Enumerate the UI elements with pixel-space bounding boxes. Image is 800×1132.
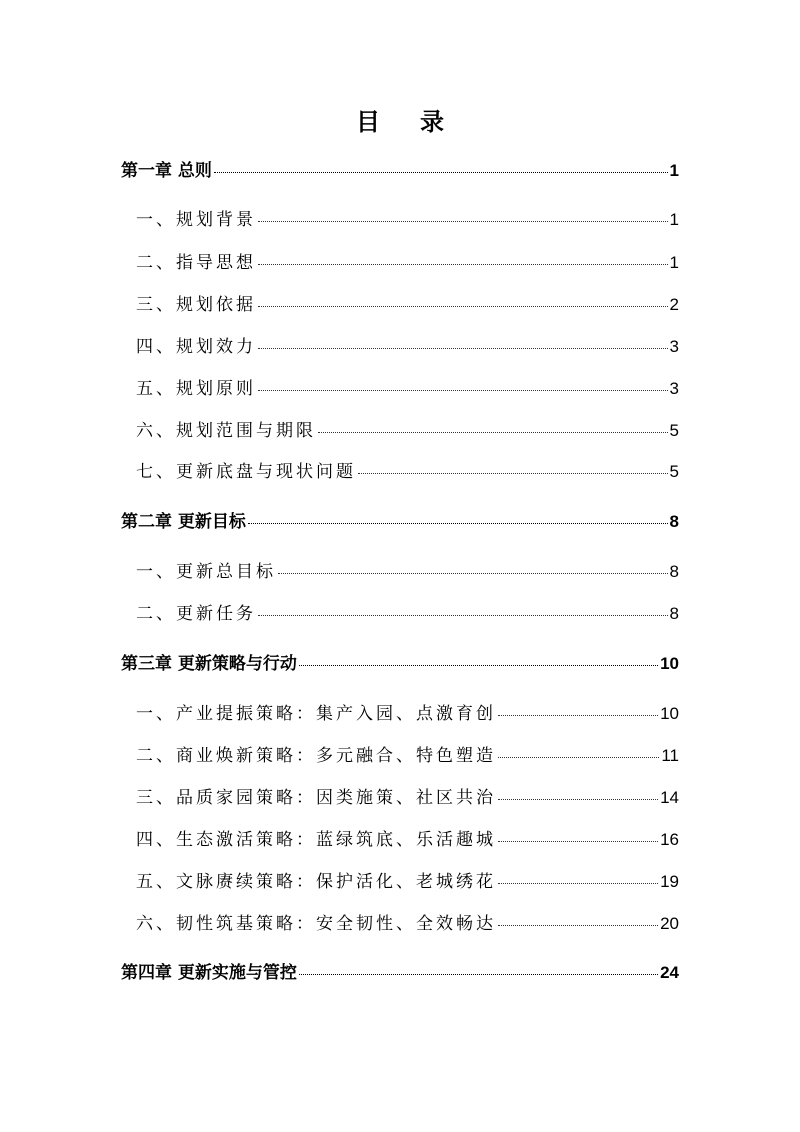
toc-entry-page: 5 [669, 421, 679, 440]
toc-entry-section[interactable] [136, 783, 679, 807]
toc-entry-page: 14 [660, 788, 679, 807]
toc-entry-section[interactable] [136, 205, 679, 229]
dot-leader [498, 799, 658, 800]
toc-title-part2: 录 [420, 108, 444, 136]
toc-entry-chapter-4[interactable] [121, 958, 679, 982]
dot-leader [498, 715, 658, 716]
toc-entry-page: 16 [660, 830, 679, 849]
dot-leader [258, 264, 668, 265]
toc-entry-section[interactable] [136, 599, 679, 623]
dot-leader [248, 523, 668, 524]
toc-entry-label: 第一章 总则 [121, 161, 212, 181]
toc-entry-section[interactable] [136, 457, 679, 481]
toc-entry-label: 六、规划范围与期限 [136, 421, 316, 441]
toc-entry-page: 10 [660, 654, 679, 673]
toc-entry-section[interactable] [136, 741, 679, 765]
toc-entry-page: 8 [669, 562, 679, 581]
toc-entry-page: 3 [669, 337, 679, 356]
toc-entry-page: 19 [660, 872, 679, 891]
toc-entry-page: 1 [669, 253, 679, 272]
toc-entry-page: 20 [660, 914, 679, 933]
toc-entry-page: 11 [661, 746, 679, 765]
toc-entry-label: 第二章 更新目标 [121, 512, 246, 532]
toc-entry-label: 五、文脉赓续策略：保护活化、老城绣花 [136, 872, 496, 892]
dot-leader [278, 573, 668, 574]
toc-entry-label: 一、规划背景 [136, 210, 256, 230]
toc-entry-label: 二、商业焕新策略：多元融合、特色塑造 [136, 746, 496, 766]
toc-entry-label: 四、生态激活策略：蓝绿筑底、乐活趣城 [136, 830, 496, 850]
toc-entry-label: 四、规划效力 [136, 337, 256, 357]
dot-leader [358, 473, 668, 474]
dot-leader [498, 841, 658, 842]
toc-entry-label: 二、更新任务 [136, 604, 256, 624]
toc-entry-page: 10 [660, 704, 679, 723]
toc-entry-chapter-2[interactable] [121, 507, 679, 531]
toc-entry-page: 3 [669, 379, 679, 398]
toc-entry-page: 1 [669, 210, 679, 229]
toc-entry-page: 8 [669, 512, 679, 531]
toc-entry-section[interactable] [136, 374, 679, 398]
toc-entry-label: 一、更新总目标 [136, 562, 276, 582]
toc-entry-label: 三、规划依据 [136, 295, 256, 315]
toc-entry-section[interactable] [136, 867, 679, 891]
dot-leader [258, 615, 668, 616]
toc-entry-section[interactable] [136, 290, 679, 314]
toc-entry-section[interactable] [136, 248, 679, 272]
toc-entry-label: 五、规划原则 [136, 379, 256, 399]
toc-entry-label: 六、韧性筑基策略：安全韧性、全效畅达 [136, 914, 496, 934]
dot-leader [318, 432, 668, 433]
dot-leader [498, 757, 659, 758]
toc-entry-section[interactable] [136, 557, 679, 581]
dot-leader [299, 665, 658, 666]
dot-leader [258, 348, 668, 349]
toc-entry-page: 1 [669, 161, 679, 180]
toc-title-part1: 目 [356, 108, 380, 136]
toc-entry-chapter-1[interactable] [121, 156, 679, 180]
toc-entry-section[interactable] [136, 825, 679, 849]
toc-entry-section[interactable] [136, 909, 679, 933]
dot-leader [214, 172, 668, 173]
toc-entry-section[interactable] [136, 416, 679, 440]
toc-entry-page: 2 [669, 295, 679, 314]
toc-entry-section[interactable] [136, 699, 679, 723]
toc-entry-label: 第四章 更新实施与管控 [121, 963, 297, 983]
toc-entry-label: 二、指导思想 [136, 253, 256, 273]
dot-leader [498, 925, 658, 926]
dot-leader [258, 221, 668, 222]
toc-entry-section[interactable] [136, 332, 679, 356]
dot-leader [258, 390, 668, 391]
toc-title [0, 102, 800, 137]
toc-entry-page: 24 [660, 963, 679, 982]
dot-leader [299, 974, 658, 975]
dot-leader [498, 883, 658, 884]
dot-leader [258, 306, 668, 307]
toc-entry-label: 第三章 更新策略与行动 [121, 654, 297, 674]
toc-entry-page: 5 [669, 462, 679, 481]
toc-entry-page: 8 [669, 604, 679, 623]
toc-entry-label: 一、产业提振策略：集产入园、点激育创 [136, 704, 496, 724]
toc-entry-label: 七、更新底盘与现状问题 [136, 462, 356, 482]
toc-entry-chapter-3[interactable] [121, 649, 679, 673]
toc-entry-label: 三、品质家园策略：因类施策、社区共治 [136, 788, 496, 808]
